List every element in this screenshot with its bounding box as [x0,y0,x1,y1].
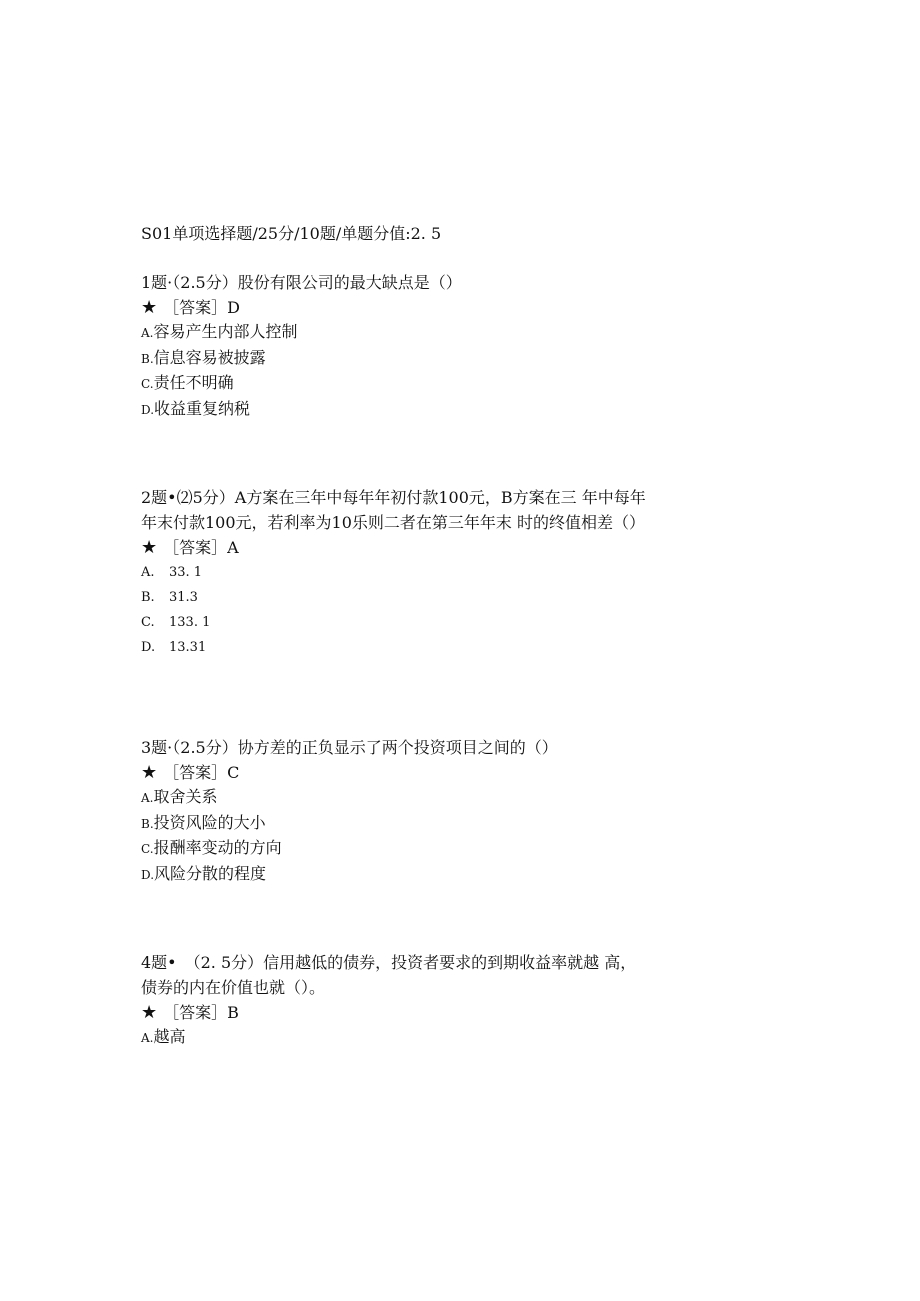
answer-label: ［答案］D [163,298,240,317]
option-key: C. [141,615,155,630]
option-text: 投资风险的大小 [153,812,266,832]
question-2 [141,485,781,660]
section-header: S01单项选择题/25分/10题/单题分值:2. 5 [141,224,442,243]
option-text: 责任不明确 [153,373,234,392]
option-text: 收益重复纳税 [154,398,251,418]
black-star-icon: ★ [141,297,158,318]
option-list [141,560,781,660]
option-a [141,1025,781,1051]
option-text: 133. 1 [169,615,211,630]
option-b [141,585,781,610]
option-list [141,1025,781,1051]
question-4 [141,950,781,1051]
question-text [141,485,781,535]
answer-line [141,295,781,320]
option-text: 越高 [153,1027,186,1046]
answer-label: ［答案］A [163,538,239,557]
option-text: 风险分散的程度 [154,863,267,883]
option-key: A. [141,565,155,580]
option-key: A. [141,1031,154,1045]
option-c [141,836,781,862]
option-key: A. [141,326,154,340]
option-key: D. [141,402,155,417]
option-text: 容易产生内部人控制 [153,322,298,341]
question-line: 2题•⑵5分）A方案在三年中每年年初付款100元，B方案在三 年中每年 [141,488,646,507]
question-text [141,270,781,295]
option-list [141,320,781,422]
question-line: 3题·（2.5分）协方差的正负显示了两个投资项目之间的（） [141,738,558,757]
option-text: 31.3 [169,590,198,605]
option-list [141,785,781,887]
answer-label: ［答案］B [163,1003,239,1022]
option-key: D. [141,867,155,882]
answer-label: ［答案］C [163,763,240,782]
option-text: 33. 1 [169,565,203,580]
option-a [141,320,781,346]
black-star-icon: ★ [141,762,158,783]
option-c [141,371,781,397]
question-text [141,950,781,1000]
black-star-icon: ★ [141,1002,158,1023]
option-d [141,862,781,888]
option-c [141,610,781,635]
option-key: D. [141,640,156,655]
question-1 [141,270,781,422]
option-key: B. [141,351,154,366]
option-key: B. [141,590,155,605]
option-d [141,397,781,423]
question-line: 年末付款100元，若利率为10乐则二者在第三年年末 时的终值相差（） [141,513,645,532]
option-a [141,560,781,585]
option-d [141,635,781,660]
option-key: C. [141,377,154,391]
black-star-icon: ★ [141,537,158,558]
option-text: 取舍关系 [153,787,218,806]
question-3 [141,735,781,887]
option-b [141,346,781,372]
question-line: 1题·（2.5分）股份有限公司的最大缺点是（） [141,273,462,292]
question-line: 4题• （2. 5分）信用越低的债券，投资者要求的到期收益率就越 高， [141,953,637,972]
answer-line [141,1000,781,1025]
option-text: 信息容易被披露 [153,347,266,367]
option-a [141,785,781,811]
option-key: B. [141,816,154,831]
question-line: 债券的内在价值也就（）。 [141,978,326,997]
option-text: 报酬率变动的方向 [153,838,282,857]
option-b [141,811,781,837]
option-text: 13.31 [169,640,207,655]
answer-line [141,760,781,785]
option-key: C. [141,842,154,856]
option-key: A. [141,791,154,805]
question-text [141,735,781,760]
answer-line [141,535,781,560]
